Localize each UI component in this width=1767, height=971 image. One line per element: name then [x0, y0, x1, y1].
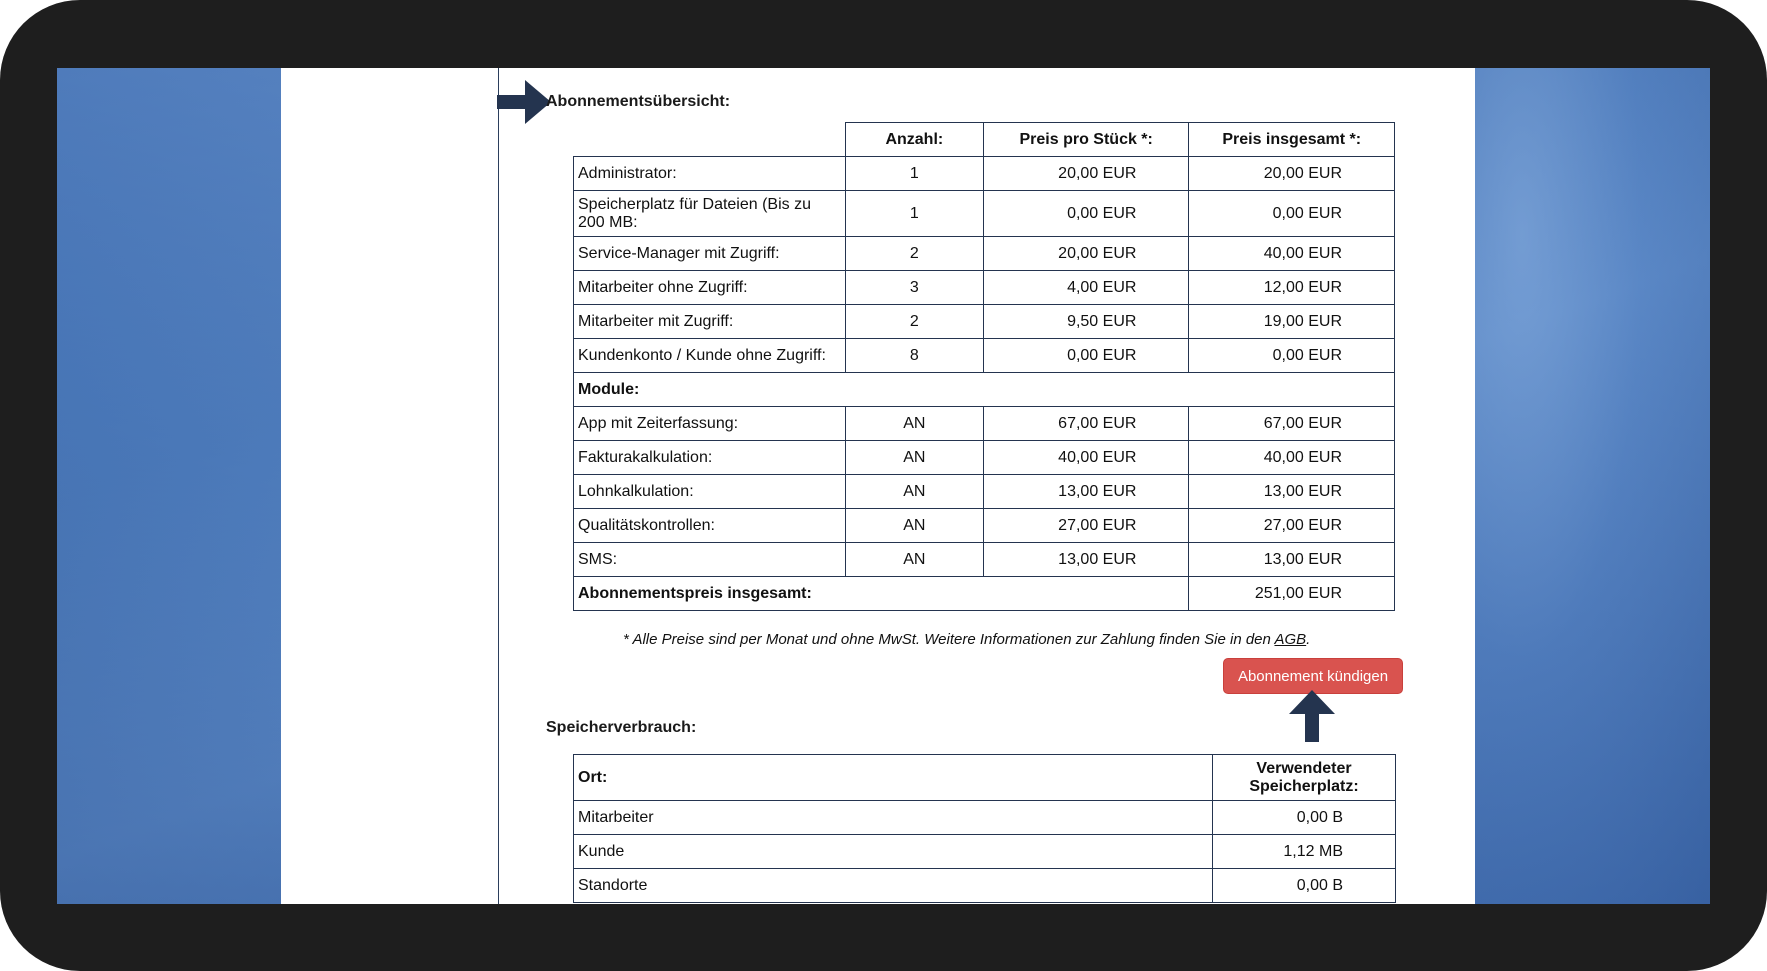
module-total-price: 13,00 EUR: [1189, 475, 1395, 509]
table-row: [574, 157, 1395, 191]
row-count: 3: [845, 271, 983, 305]
row-count: 2: [845, 305, 983, 339]
table-row: [574, 509, 1395, 543]
table-row: [574, 191, 1395, 237]
arrow-right-icon: [497, 78, 553, 126]
row-unit-price: 20,00 EUR: [983, 237, 1189, 271]
header-blank-cell: [574, 123, 846, 157]
table-row: [574, 543, 1395, 577]
modules-label: Module:: [574, 373, 1395, 407]
subscription-total-label: Abonnementspreis insgesamt:: [574, 577, 1189, 611]
table-row: [574, 801, 1396, 835]
table-row: [574, 441, 1395, 475]
content-divider: [498, 68, 499, 904]
storage-location: Kunde: [574, 835, 1213, 869]
subscription-table: [573, 122, 1395, 611]
desktop-background-right: [1475, 68, 1710, 904]
row-label: Speicherplatz für Dateien (Bis zu 200 MB:: [574, 191, 846, 237]
row-total-price: 0,00 EUR: [1189, 339, 1395, 373]
module-status: AN: [845, 509, 983, 543]
table-row: [574, 271, 1395, 305]
row-unit-price: 9,50 EUR: [983, 305, 1189, 339]
row-unit-price: 4,00 EUR: [983, 271, 1189, 305]
row-count: 1: [845, 191, 983, 237]
module-unit-price: 27,00 EUR: [983, 509, 1189, 543]
header-total-price: Preis insgesamt *:: [1189, 123, 1395, 157]
modules-header-row: [574, 373, 1395, 407]
module-total-price: 67,00 EUR: [1189, 407, 1395, 441]
header-used-line1: Verwendeter: [1256, 759, 1352, 777]
table-row: [574, 237, 1395, 271]
table-row: [574, 407, 1395, 441]
page-content: [281, 68, 1475, 904]
arrow-up-icon: [1287, 688, 1337, 744]
module-total-price: 27,00 EUR: [1189, 509, 1395, 543]
module-label: App mit Zeiterfassung:: [574, 407, 846, 441]
module-unit-price: 13,00 EUR: [983, 543, 1189, 577]
subscription-total-row: [574, 577, 1395, 611]
subscription-title: Abonnementsübersicht:: [546, 93, 731, 110]
row-count: 1: [845, 157, 983, 191]
price-footnote: [623, 631, 1310, 648]
table-row: [574, 305, 1395, 339]
table-row: [574, 339, 1395, 373]
row-total-price: 0,00 EUR: [1189, 191, 1395, 237]
row-label: Mitarbeiter mit Zugriff:: [574, 305, 846, 339]
header-unit-price: Preis pro Stück *:: [983, 123, 1189, 157]
header-location: Ort:: [574, 755, 1213, 801]
storage-table: [573, 754, 1396, 903]
row-label: Mitarbeiter ohne Zugriff:: [574, 271, 846, 305]
storage-used: 0,00 B: [1213, 801, 1396, 835]
footnote-text: * Alle Preise sind per Monat und ohne MwSt. Weitere Informationen zur Zahlung finden Sie in den: [623, 631, 1275, 648]
table-row: [574, 869, 1396, 903]
module-status: AN: [845, 407, 983, 441]
storage-location: Mitarbeiter: [574, 801, 1213, 835]
row-count: 2: [845, 237, 983, 271]
row-unit-price: 0,00 EUR: [983, 339, 1189, 373]
table-header-row: [574, 123, 1395, 157]
storage-used: 1,12 MB: [1213, 835, 1396, 869]
module-label: Fakturakalkulation:: [574, 441, 846, 475]
row-unit-price: 20,00 EUR: [983, 157, 1189, 191]
module-total-price: 40,00 EUR: [1189, 441, 1395, 475]
table-header-row: [574, 755, 1396, 801]
row-total-price: 20,00 EUR: [1189, 157, 1395, 191]
table-row: [574, 475, 1395, 509]
desktop-background-left: [57, 68, 281, 904]
module-label: Qualitätskontrollen:: [574, 509, 846, 543]
subscription-total-value: 251,00 EUR: [1189, 577, 1395, 611]
storage-used: 0,00 B: [1213, 869, 1396, 903]
module-unit-price: 67,00 EUR: [983, 407, 1189, 441]
storage-title: Speicherverbrauch:: [546, 719, 697, 736]
agb-link[interactable]: AGB: [1274, 631, 1307, 648]
module-unit-price: 40,00 EUR: [983, 441, 1189, 475]
module-status: AN: [845, 543, 983, 577]
row-total-price: 12,00 EUR: [1189, 271, 1395, 305]
header-used-line2: Speicherplatz:: [1249, 777, 1359, 795]
row-total-price: 40,00 EUR: [1189, 237, 1395, 271]
table-row: [574, 835, 1396, 869]
header-count: Anzahl:: [845, 123, 983, 157]
module-unit-price: 13,00 EUR: [983, 475, 1189, 509]
module-status: AN: [845, 441, 983, 475]
row-count: 8: [845, 339, 983, 373]
row-label: Service-Manager mit Zugriff:: [574, 237, 846, 271]
cancel-subscription-button[interactable]: Abonnement kündigen: [1223, 658, 1403, 694]
row-unit-price: 0,00 EUR: [983, 191, 1189, 237]
module-total-price: 13,00 EUR: [1189, 543, 1395, 577]
module-label: Lohnkalkulation:: [574, 475, 846, 509]
row-label: Kundenkonto / Kunde ohne Zugriff:: [574, 339, 846, 373]
screen: [57, 68, 1710, 904]
storage-location: Standorte: [574, 869, 1213, 903]
header-used-space: [1213, 755, 1396, 801]
row-total-price: 19,00 EUR: [1189, 305, 1395, 339]
footnote-end: .: [1306, 631, 1311, 648]
module-label: SMS:: [574, 543, 846, 577]
row-label: Administrator:: [574, 157, 846, 191]
module-status: AN: [845, 475, 983, 509]
